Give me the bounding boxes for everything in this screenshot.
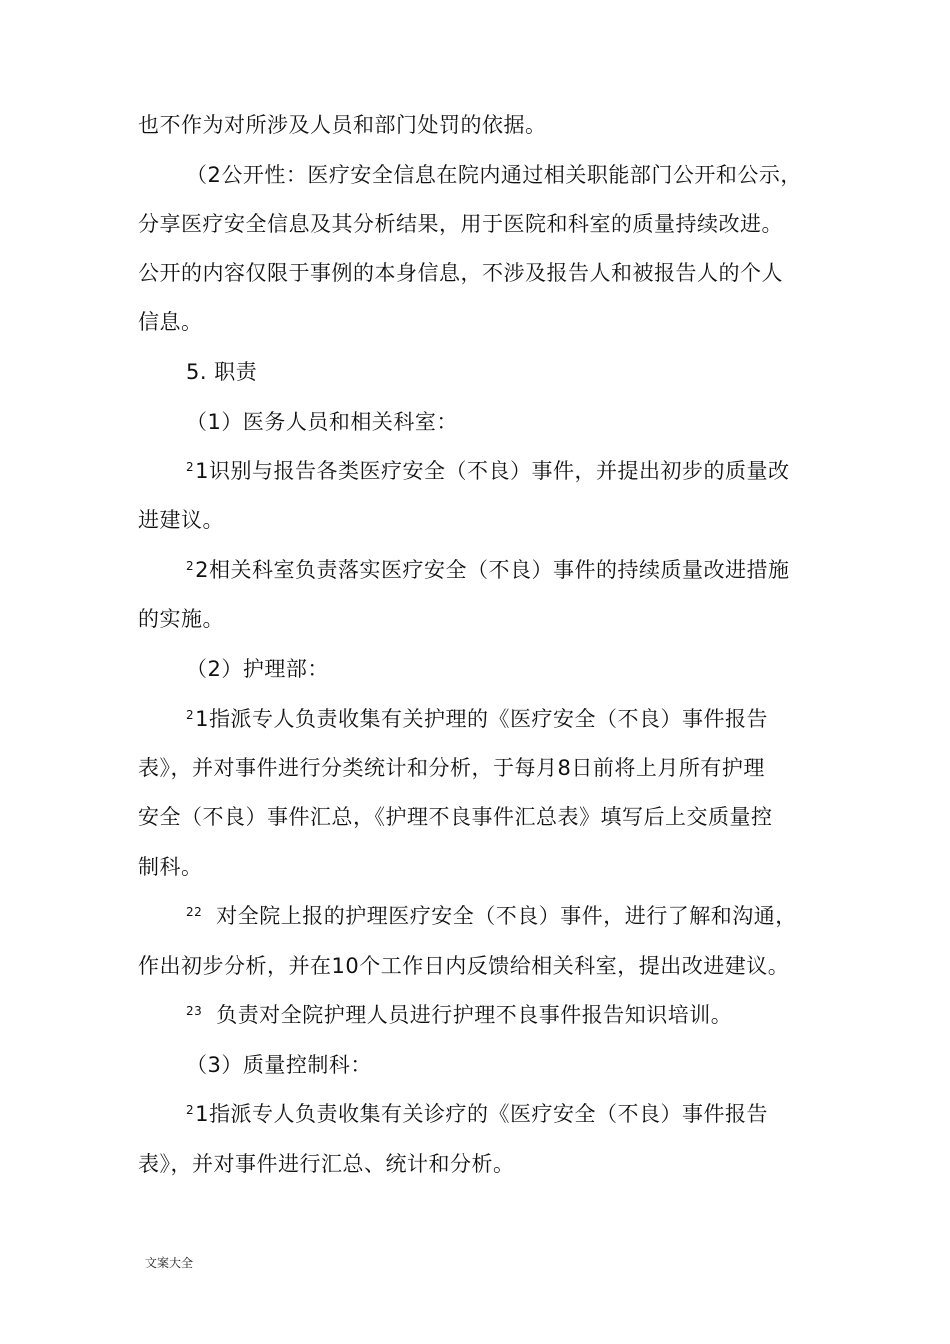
text-line bbox=[138, 852, 203, 882]
text-line bbox=[186, 1000, 732, 1030]
line-text: 1识别与报告各类医疗安全（不良）事件，并提出初步的质量改 bbox=[195, 459, 790, 483]
text-line bbox=[138, 258, 783, 288]
item-marker: 2 bbox=[186, 708, 195, 722]
subsection-heading bbox=[186, 1050, 372, 1080]
line-text: 安全（不良）事件汇总，《护理不良事件汇总表》填写后上交质量控 bbox=[138, 805, 773, 829]
heading-text: 5. 职责 bbox=[186, 360, 258, 384]
text-line bbox=[138, 209, 783, 239]
text-line bbox=[186, 901, 797, 931]
line-text: 负责对全院护理人员进行护理不良事件报告知识培训。 bbox=[216, 1003, 733, 1027]
item-marker: 2 bbox=[186, 559, 195, 573]
text-line bbox=[138, 110, 547, 140]
section-heading bbox=[186, 357, 257, 387]
line-text: 表》，并对事件进行分类统计和分析，于每月8日前将上月所有护理 bbox=[138, 756, 765, 780]
text-line bbox=[138, 1149, 515, 1179]
line-text: 作出初步分析，并在10个工作日内反馈给相关科室，提出改进建议。 bbox=[138, 954, 790, 978]
line-text: 表》，并对事件进行汇总、统计和分析。 bbox=[138, 1152, 515, 1176]
line-text: 的实施。 bbox=[138, 607, 224, 631]
text-line bbox=[138, 753, 765, 783]
item-marker: 2 bbox=[186, 460, 195, 474]
text-line bbox=[186, 1099, 768, 1129]
line-text: 也不作为对所涉及人员和部门处罚的依据。 bbox=[138, 113, 547, 137]
heading-text: （1）医务人员和相关科室： bbox=[186, 410, 458, 434]
text-line bbox=[186, 704, 768, 734]
line-text: 信息。 bbox=[138, 310, 203, 334]
text-line bbox=[186, 160, 802, 190]
line-text: 1指派专人负责收集有关护理的《医疗安全（不良）事件报告 bbox=[195, 707, 768, 731]
item-marker: 23 bbox=[186, 1004, 203, 1018]
item-marker: 22 bbox=[186, 905, 203, 919]
text-line bbox=[138, 951, 789, 981]
line-text: 1指派专人负责收集有关诊疗的《医疗安全（不良）事件报告 bbox=[195, 1102, 768, 1126]
line-text: 2相关科室负责落实医疗安全（不良）事件的持续质量改进措施 bbox=[195, 558, 790, 582]
text-line bbox=[186, 456, 790, 486]
line-text: 公开的内容仅限于事例的本身信息，不涉及报告人和被报告人的个人 bbox=[138, 261, 783, 285]
text-line bbox=[138, 802, 773, 832]
text-line bbox=[138, 604, 224, 634]
subsection-heading bbox=[186, 654, 329, 684]
line-text: 进建议。 bbox=[138, 508, 224, 532]
text-line bbox=[138, 307, 203, 337]
page-footer: 文案大全 bbox=[145, 1256, 194, 1270]
subsection-heading bbox=[186, 407, 458, 437]
item-marker: 2 bbox=[186, 1103, 195, 1117]
line-text: 制科。 bbox=[138, 855, 203, 879]
line-text: 对全院上报的护理医疗安全（不良）事件，进行了解和沟通， bbox=[216, 904, 797, 928]
text-line bbox=[138, 505, 224, 535]
heading-text: （2）护理部： bbox=[186, 657, 329, 681]
line-text: 分享医疗安全信息及其分析结果，用于医院和科室的质量持续改进。 bbox=[138, 212, 783, 236]
heading-text: （3）质量控制科： bbox=[186, 1053, 372, 1077]
text-line bbox=[186, 555, 790, 585]
line-text: （2公开性：医疗安全信息在院内通过相关职能部门公开和公示， bbox=[186, 163, 802, 187]
